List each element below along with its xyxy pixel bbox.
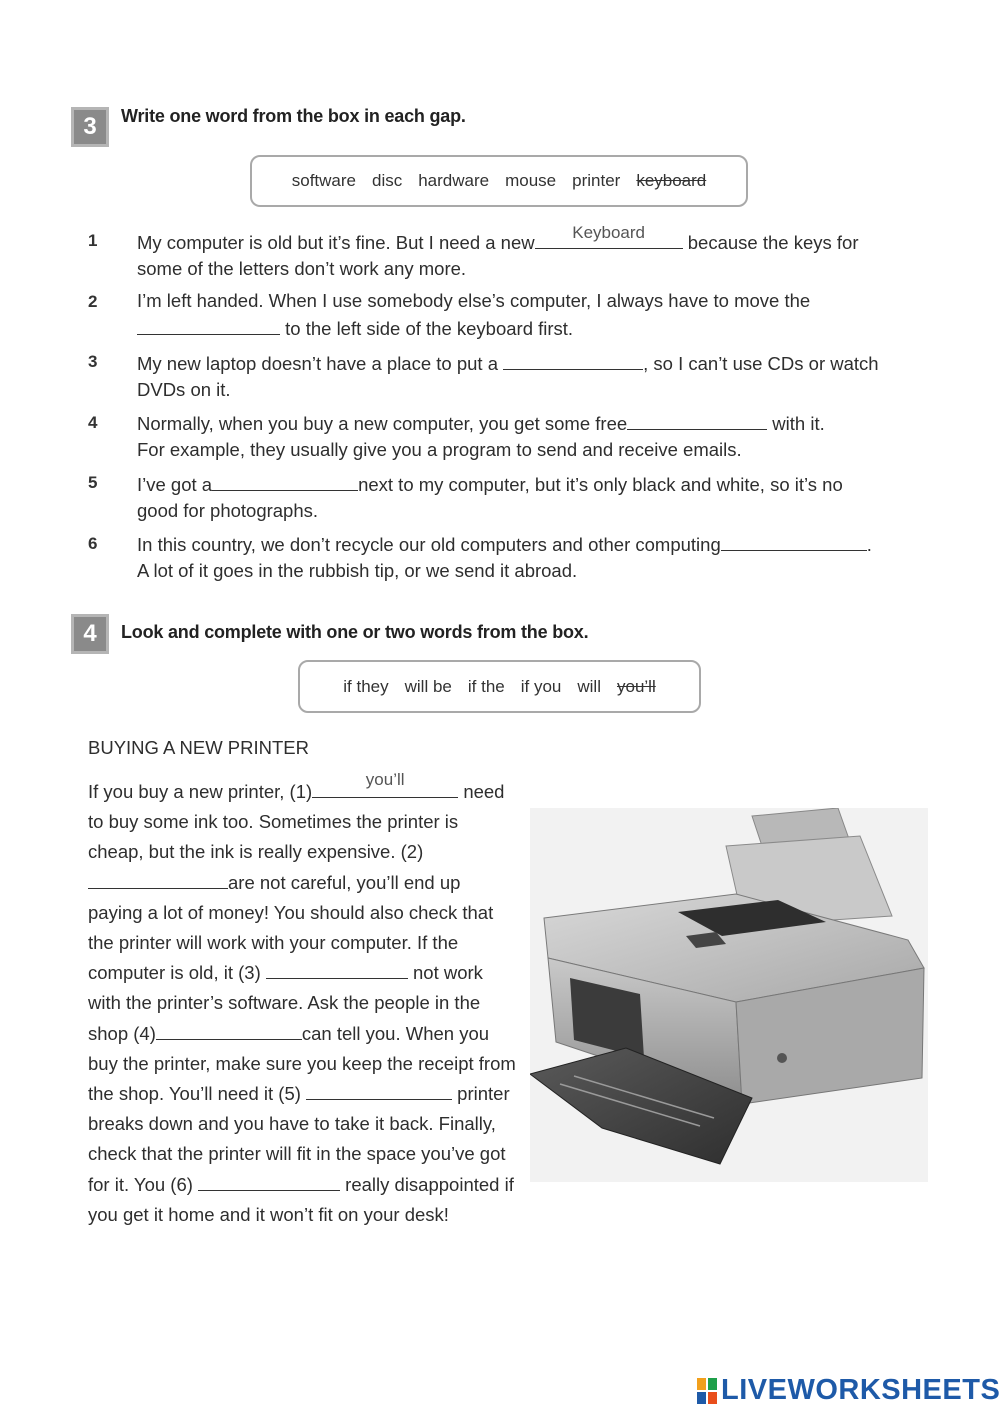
story-segment: If you buy a new printer, (1) xyxy=(88,781,313,802)
story-segment: printer breaks down and you have to take it back. Finally, check that the printer will fit in the space you’ve got for it. You (6) xyxy=(88,1083,510,1195)
question-text: with it. xyxy=(767,413,825,434)
question-text: to the left side of the keyboard first. xyxy=(280,318,574,339)
word-box-example: keyboard xyxy=(636,171,707,190)
story-gap-1[interactable] xyxy=(312,769,458,798)
question-text: Normally, when you buy a new computer, you get some free xyxy=(137,413,628,434)
answer-gap-4[interactable] xyxy=(627,409,767,430)
question-text: A lot of it goes in the rubbish tip, or we send it abroad. xyxy=(137,560,578,581)
question-4 xyxy=(137,409,937,463)
liveworksheets-logo xyxy=(697,1374,1000,1407)
printer-illustration xyxy=(530,808,928,1182)
story-text xyxy=(88,769,518,1230)
question-number: 6 xyxy=(88,534,98,553)
question-text: , so I can’t use CDs or watch xyxy=(643,353,879,374)
story-title: BUYING A NEW PRINTER xyxy=(88,737,310,758)
story-gap-6[interactable] xyxy=(198,1172,340,1191)
story-gap-4[interactable] xyxy=(156,1021,302,1040)
word-box-item: hardware xyxy=(418,171,490,190)
question-text: because the keys for xyxy=(682,232,859,253)
answer-gap-6[interactable] xyxy=(721,530,867,551)
question-text: next to my computer, but it’s only black and white, so it’s no xyxy=(358,474,843,495)
question-number: 3 xyxy=(88,352,98,371)
exercise-4-instruction: Look and complete with one or two words from the box. xyxy=(121,622,589,642)
word-box-item: disc xyxy=(371,171,403,190)
question-number: 2 xyxy=(88,292,98,311)
question-5 xyxy=(137,470,937,524)
word-box-item: mouse xyxy=(505,171,557,190)
answer-gap-2[interactable] xyxy=(137,314,280,335)
story-gap-5[interactable] xyxy=(306,1081,452,1100)
question-1 xyxy=(137,223,927,282)
story-segment: need to buy some ink too. Sometimes the printer is cheap, but the ink is really expensive. (2) xyxy=(88,781,505,863)
answer-gap-1[interactable] xyxy=(535,223,683,249)
question-6 xyxy=(137,530,937,584)
question-text: For example, they usually give you a program to send and receive emails. xyxy=(137,439,742,460)
word-box-example: you’ll xyxy=(616,676,656,696)
story-gap-2[interactable] xyxy=(88,870,228,889)
word-box-item: if you xyxy=(520,676,562,696)
word-box-item: software xyxy=(291,171,356,190)
answer-gap-3[interactable] xyxy=(503,349,643,370)
question-text: I’m left handed. When I use somebody else’s computer, I always have to move the xyxy=(137,290,811,311)
answer-text: you’ll xyxy=(365,769,405,789)
question-number: 4 xyxy=(88,413,98,432)
exercise-3-word-box xyxy=(250,155,748,207)
exercise-3-instruction: Write one word from the box in each gap. xyxy=(121,106,466,126)
word-box-item: will xyxy=(577,676,601,696)
question-2 xyxy=(137,288,927,342)
story-segment: are not careful, you’ll end up paying a lot of money! You should also check that the printer will work with your computer. If the computer is old, it (3) xyxy=(88,871,494,984)
liveworksheets-logo-icon xyxy=(697,1378,717,1404)
question-text: In this country, we don’t recycle our old computers and other computing xyxy=(137,534,721,555)
exercise-4-badge: 4 xyxy=(71,614,109,654)
word-box-item: will be xyxy=(404,676,452,696)
story-segment: can tell you. When you buy the printer, make sure you keep the receipt from the shop. You’ll need it (5) xyxy=(88,1022,516,1105)
question-text: My computer is old but it’s fine. But I need a new xyxy=(137,232,535,253)
word-box-item: if they xyxy=(343,676,389,696)
story-segment: not work with the printer’s software. Ask the people in the shop (4) xyxy=(88,962,483,1044)
question-text: . xyxy=(866,534,872,555)
logo-text: LIVEWORKSHEETS xyxy=(721,1374,1000,1406)
question-number: 1 xyxy=(88,231,98,250)
question-text: good for photographs. xyxy=(137,500,319,521)
answer-gap-5[interactable] xyxy=(212,470,358,491)
word-box-item: if the xyxy=(467,676,505,696)
question-text: My new laptop doesn’t have a place to put a xyxy=(137,353,504,374)
story-gap-3[interactable] xyxy=(266,960,408,979)
question-number: 5 xyxy=(88,473,98,492)
answer-text: Keyboard xyxy=(572,223,646,242)
question-3 xyxy=(137,349,937,403)
story-segment: really disappointed if you get it home and it won’t fit on your desk! xyxy=(88,1173,514,1225)
exercise-3-badge: 3 xyxy=(71,107,109,147)
question-text: some of the letters don’t work any more. xyxy=(137,258,467,279)
question-text: I’ve got a xyxy=(137,474,213,495)
exercise-4-word-box xyxy=(298,660,701,713)
question-text: DVDs on it. xyxy=(137,379,231,400)
word-box-item: printer xyxy=(572,171,621,190)
